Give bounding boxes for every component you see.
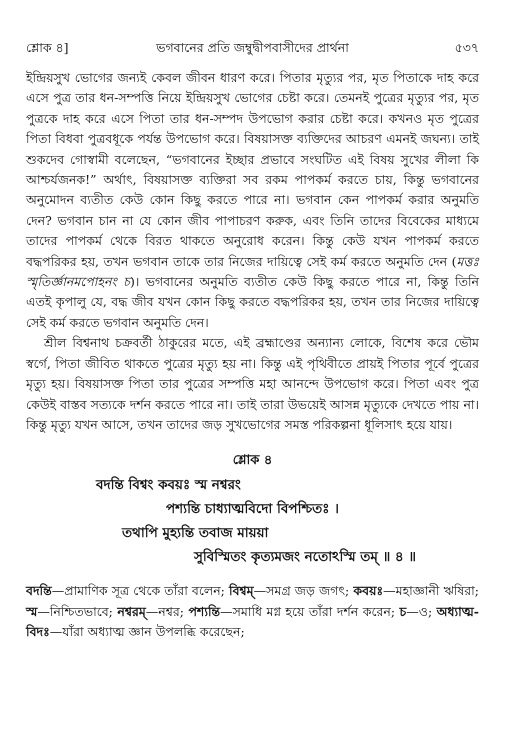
synonym-word: স্ম	[26, 603, 38, 619]
synonym-meaning: —প্রামাণিক সূত্র থেকে তাঁরা বলেন;	[51, 583, 229, 599]
verse-line-3: তথাপি মুহ্যন্তি তবাজ মায়য়া	[122, 525, 269, 542]
purport-text-run: ইন্দ্রিয়সুখ ভোগের জন্যই কেবল জীবন ধারণ করে। পিতার মৃত্যুর পর, মৃত পিতাকে দাহ করে এসে পুত্র তার ধন-সম্পত্তি নিয়ে ইন্দ্রিয়সুখ ভোগের চেষ্টা করে। তেমনই পুত্রের মৃত্যুর পর, মৃত পুত্রকে দাহ করে এসে পিতা তার ধন-সম্পদ উপভোগ করার চেষ্টা করে। কখনও মৃত পুত্রের পিতা বিধবা পুত্রবধূকে পর্যন্ত উপভোগ করে। বিষয়াসক্ত ব্যক্তিদের আচরণ এমনই জঘন্য। তাই শুকদেব গোস্বামী বলেছেন, “ভগবানের ইচ্ছার প্রভাবে সংঘটিত এই বিষয় সুখের লীলা কি আশ্চর্যজনক!” অর্থাৎ, বিষয়াসক্ত ব্যক্তিরা সব রকম পাপকর্ম করতে চায়, কিন্তু ভগবানের অনুমোদন ব্যতীত কেউ কোন কিছু করতে পারে না। ভগবান কেন পাপকর্ম করার অনুমতি দেন? ভগবান চান না যে কোন জীব পাপাচরণ করুক, এবং তিনি তাদের বিবেকের মাধ্যমে তাদের পাপকর্ম থেকে বিরত থাকতে অনুরোধ করেন। কিন্তু কেউ যখন পাপকর্ম করতে বদ্ধপরিকর হয়, তখন ভগবান তাকে তার নিজের দায়িত্বে সেই কর্ম করতে অনুমতি দেন (	[26, 70, 479, 269]
verse-line-2: পশ্যন্তি চাধ্যাত্মবিদো বিপশ্চিতঃ ।	[166, 501, 340, 518]
synonym-word: কবয়ঃ	[353, 583, 384, 599]
scripture-quote: মত্তঃ স্মৃতির্জ্ঞানমপোহনং চ	[26, 253, 479, 290]
synonym-meaning: —নশ্বর;	[145, 603, 189, 619]
synonym-meaning: —মহাজ্ঞানী ঋষিরা;	[383, 583, 480, 599]
purport-text-run: )। ভগবানের অনুমতি ব্যতীত কেউ কিছু করতে পারে না, কিন্তু তিনি এতই কৃপালু যে, বদ্ধ জীব যখন কোন কিছু করতে বদ্ধপরিকর হয়, তখন তার নিজের দায়িত্বে সেই কর্ম করতে ভগবান অনুমতি দেন।	[26, 274, 479, 330]
synonym-word: বদন্তি	[26, 583, 52, 599]
purport-paragraph-1	[26, 68, 479, 333]
synonyms-section	[26, 581, 479, 642]
verse-reference: শ্লোক ৪]	[26, 40, 69, 55]
synonym-word: পশ্যন্তি	[188, 603, 221, 619]
synonym-meaning: —নিশ্চিতভাবে;	[37, 603, 118, 619]
synonym-word: অধ্যাত্ম-বিদঃ	[26, 603, 479, 640]
synonym-meaning: —সমাধি মগ্ন হয়ে তাঁরা দর্শন করেন;	[220, 603, 400, 619]
verse-line-4: সুবিস্মিতং কৃত্যমজং নতোঽস্মি তম্ ॥ ৪ ॥	[194, 549, 417, 566]
synonym-word: বিশ্বম্	[229, 583, 254, 599]
synonym-word: চ	[399, 603, 407, 619]
synonym-meaning: —সমগ্র জড় জগৎ;	[253, 583, 354, 599]
purport-paragraph-2: শ্রীল বিশ্বনাথ চক্রবর্তী ঠাকুরের মতে, এই ব্রহ্মাণ্ডের অন্যান্য লোকে, বিশেষ করে ভৌম স্বর্গে, পিতা জীবিত থাকতে পুত্রের মৃত্যু হয় না। কিন্তু এই পৃথিবীতে প্রায়ই পিতার পূর্বে পুত্রের মৃত্যু হয়। বিষয়াসক্ত পিতা তার পুত্রের সম্পত্তি মহা আনন্দে উপভোগ করে। পিতা এবং পুত্র কেউই বাস্তব সত্যকে দর্শন করতে পারে না। তাই তারা উভয়েই আসন্ন মৃত্যুকে দেখতে পায় না। কিন্তু মৃত্যু যখন আসে, তখন তাদের জড় সুখভোগের সমস্ত পরিকল্পনা ধূলিসাৎ হয়ে যায়।	[26, 335, 479, 432]
synonym-word: নশ্বরম্	[117, 603, 146, 619]
synonym-meaning: —ও;	[406, 603, 437, 619]
synonym-meaning: —যাঁরা অধ্যাত্ম জ্ঞান উপলব্ধি করেছেন;	[49, 624, 245, 640]
purport-text	[26, 68, 479, 435]
chapter-title: ভগবানের প্রতি জম্বুদ্বীপবাসীদের প্রার্থনা	[156, 40, 349, 55]
sanskrit-verse	[26, 473, 479, 569]
verse-line-1: বদন্তি বিশ্বং কবয়ঃ স্ম নশ্বরং	[96, 477, 241, 494]
verse-heading: শ্লোক ৪	[232, 453, 273, 469]
page-number: ৫৩৭	[454, 40, 479, 55]
running-header	[26, 38, 479, 58]
